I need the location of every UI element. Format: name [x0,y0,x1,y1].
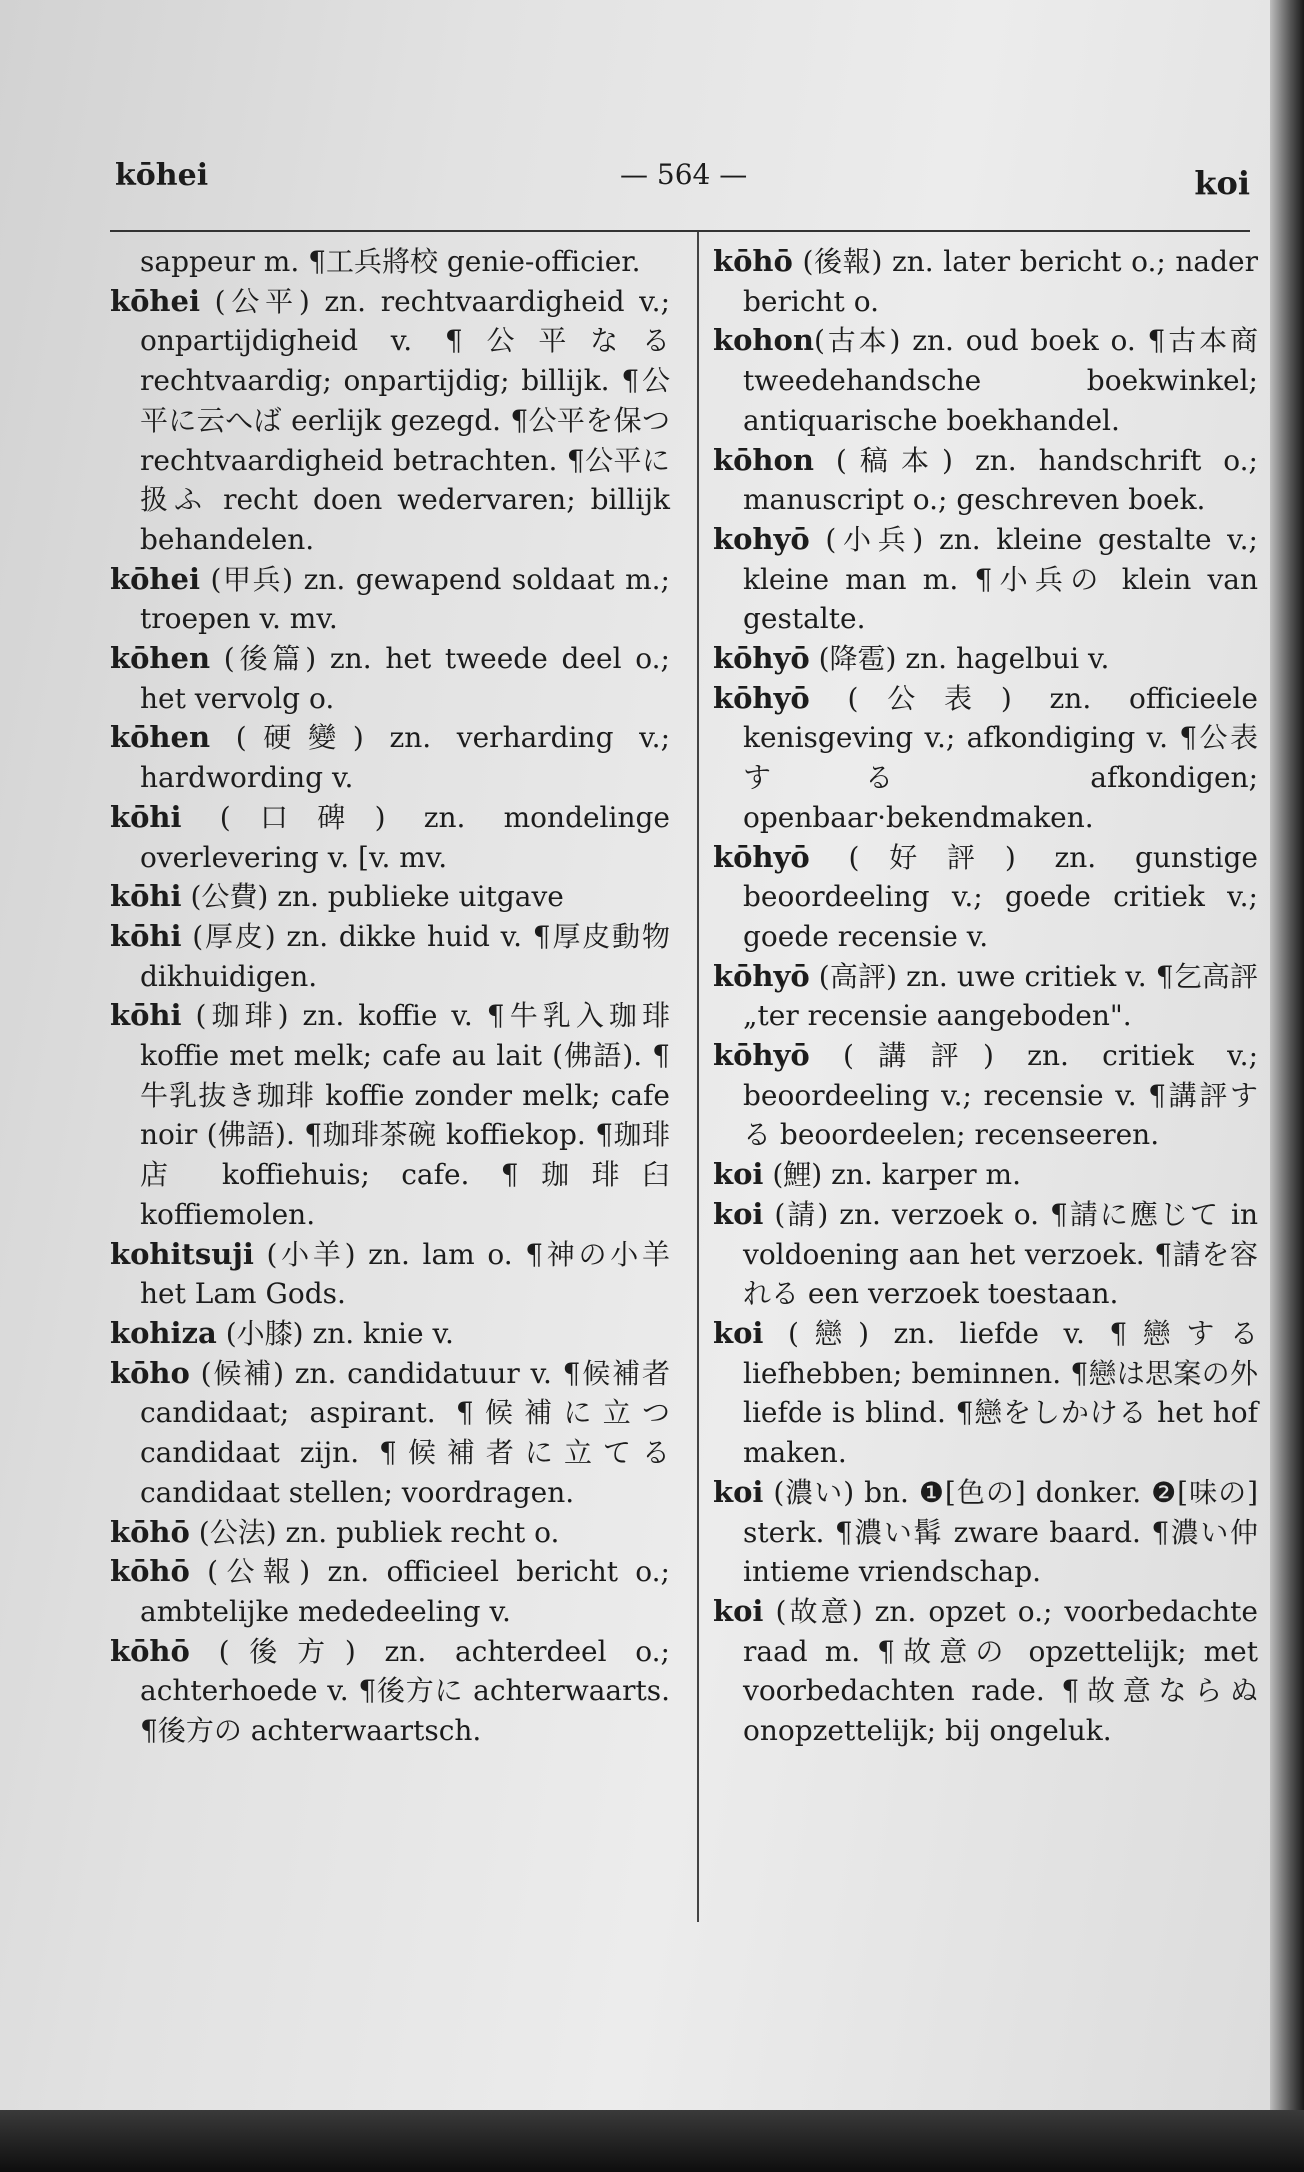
entry-definition: (硬變) zn. verharding v.; hardwording v. [140,721,670,795]
dictionary-entry [713,242,1258,321]
entry-definition: (故意) zn. opzet o.; voorbedachte raad m. ¶故意の opzettelijk; met voorbedachten rade. ¶故意ならぬ onopzettelijk; bij ongeluk. [743,1594,1258,1748]
entry-definition: (小兵) zn. kleine gestalte v.; kleine man m. ¶小兵の klein van gestalte. [743,522,1258,636]
entry-headword: kōhō [110,1554,190,1589]
entry-headword: koi [713,1593,764,1628]
header-left-guide-word: kōhei [115,158,209,193]
dictionary-entry [110,1354,670,1513]
entry-headword: kōhō [713,244,793,278]
dictionary-entry [713,321,1258,440]
entry-headword: kōhen [110,641,211,676]
entry-headword: kōhyō [713,680,810,715]
entry-headword: kōhen [110,720,211,755]
entry-headword: kōhyō [713,641,810,676]
entry-definition: (戀) zn. liefde v. ¶戀する liefhebben; beminnen. ¶戀は思案の外 liefde is blind. ¶戀をしかける het hof maken. [743,1316,1258,1470]
entry-headword: koi [713,1315,764,1350]
dictionary-entry [713,1314,1258,1473]
entry-headword: kōhi [110,799,182,834]
entry-definition: (後篇) zn. het tweede deel o.; het vervolg o. [140,642,670,715]
dictionary-entry [110,1235,670,1314]
entry-definition: (濃い) bn. ❶[色の] donker. ❷[味の] sterk. ¶濃い髯 zware baard. ¶濃い仲 intieme vriendschap. [743,1475,1258,1589]
entry-definition: (公法) zn. publiek recht o. [189,1515,560,1549]
page-number: — 564 — [620,158,748,191]
entry-definition: (甲兵) zn. gewapend soldaat m.; troepen v. mv. [140,562,670,636]
dictionary-entry [713,639,1258,679]
column-divider [697,232,699,1922]
entry-definition: (公費) zn. publieke uitgave [181,880,564,914]
left-column [110,242,670,1751]
entry-definition: (公表) zn. officieele kenisgeving v.; afkondiging v. ¶公表する afkondigen; openbaar·bekendmaken. [743,681,1258,834]
dictionary-entry [110,242,670,282]
page-header [115,158,1250,202]
dictionary-entry [110,639,670,718]
entry-headword: kōhi [110,998,182,1033]
entry-definition: (小膝) zn. knie v. [216,1316,454,1350]
page-edge-shadow [1270,0,1304,2172]
entry-definition: (鯉) zn. karper m. [763,1158,1021,1192]
entry-headword: kōhi [110,879,182,914]
entry-definition: (珈琲) zn. koffie v. ¶牛乳入珈琲 koffie met melk; cafe au lait (佛語). ¶牛乳抜き珈琲 koffie zonder melk; cafe noir (佛語). ¶珈琲茶碗 koffiekop. ¶珈琲店 koffiehuis; cafe. ¶珈琲臼 koffiemolen. [140,999,670,1231]
entry-headword: kohitsuji [110,1236,254,1271]
entry-headword: koi [713,1196,764,1231]
entry-definition: sappeur m. ¶工兵將校 genie-officier. [140,245,641,278]
dictionary-entry [110,877,670,917]
header-rule [110,230,1250,232]
entry-headword: koi [713,1474,764,1509]
dictionary-entry [713,679,1258,838]
entry-definition: (口碑) zn. mondelinge overlevering v. [v. mv. [140,800,670,874]
entry-definition: (好評) zn. gunstige beoordeeling v.; goede critiek v.; goede recensie v. [743,840,1258,953]
dictionary-entry [110,282,670,560]
dictionary-entry [110,798,670,877]
entry-headword: kohon [713,323,814,358]
dictionary-entry [110,996,670,1234]
entry-headword: kōho [110,1355,190,1390]
entry-headword: kōhyō [713,958,810,993]
dictionary-entry [110,560,670,639]
page-bottom-shadow [0,2110,1304,2172]
header-right-guide-word: koi [1194,164,1250,202]
dictionary-entry [110,1552,670,1631]
dictionary-entry [713,441,1258,520]
entry-headword: kōhō [110,1633,190,1668]
entry-definition: (講評) zn. critiek v.; beoordeeling v.; recensie v. ¶講評する beoordeelen; recenseeren. [743,1039,1258,1152]
entry-headword: kōhon [713,442,814,477]
dictionary-entry [713,838,1258,957]
entry-definition: (古本) zn. oud boek o. ¶古本商 tweedehandsche boekwinkel; antiquarische boekhandel. [743,324,1258,437]
entry-definition: (後方) zn. achterdeel o.; achterhoede v. ¶後方に achterwaarts. ¶後方の achterwaartsch. [140,1634,670,1748]
entry-headword: kōhyō [713,839,810,874]
entry-definition: (候補) zn. candidatuur v. ¶候補者 candidaat; aspirant. ¶候補に立つ candidaat zijn. ¶候補者に立てる candidaat stellen; voordragen. [140,1356,670,1509]
dictionary-entry [713,1195,1258,1314]
dictionary-entry [713,1036,1258,1155]
dictionary-entry [713,1592,1258,1751]
dictionary-entry [110,917,670,996]
entry-headword: kohyō [713,521,810,556]
dictionary-entry [713,520,1258,639]
dictionary-entry [713,957,1258,1036]
right-column [713,242,1258,1751]
entry-headword: kōhyō [713,1038,810,1073]
entry-definition: (公報) zn. officieel bericht o.; ambtelijke mededeeling v. [140,1555,670,1628]
entry-definition: (稿本) zn. handschrift o.; manuscript o.; geschreven boek. [743,443,1258,517]
entry-headword: kōhi [110,918,182,953]
entry-definition: (降雹) zn. hagelbui v. [809,642,1110,676]
entry-definition: (公平) zn. rechtvaardigheid v.; onpartijdigheid v. ¶公平なる rechtvaardig; onpartijdig; billijk. ¶公平に云へば eerlijk gezegd. ¶公平を保つ rechtvaardigheid betrachten. ¶公平に扱ふ recht doen wedervaren; billijk behandelen. [140,284,670,556]
dictionary-entry [110,1513,670,1553]
dictionary-entry [110,1632,670,1751]
entry-headword: kōhei [110,283,200,318]
entry-definition: (後報) zn. later bericht o.; nader bericht o. [743,245,1258,318]
dictionary-entry [110,718,670,797]
entry-headword: koi [713,1157,764,1192]
dictionary-entry [713,1155,1258,1195]
entry-definition: (高評) zn. uwe critiek v. ¶乞高評 „ter recensie aangeboden". [743,959,1258,1033]
entry-definition: (厚皮) zn. dikke huid v. ¶厚皮動物 dikhuidigen. [140,919,670,993]
entry-definition: (小羊) zn. lam o. ¶神の小羊 het Lam Gods. [140,1237,670,1311]
dictionary-entry [713,1473,1258,1592]
dictionary-entry [110,1314,670,1354]
entry-headword: kōhei [110,561,200,596]
entry-headword: kōhō [110,1514,190,1549]
entry-headword: kohiza [110,1315,217,1350]
entry-definition: (請) zn. verzoek o. ¶請に應じて in voldoening aan het verzoek. ¶請を容れる een verzoek toestaan. [743,1197,1258,1311]
